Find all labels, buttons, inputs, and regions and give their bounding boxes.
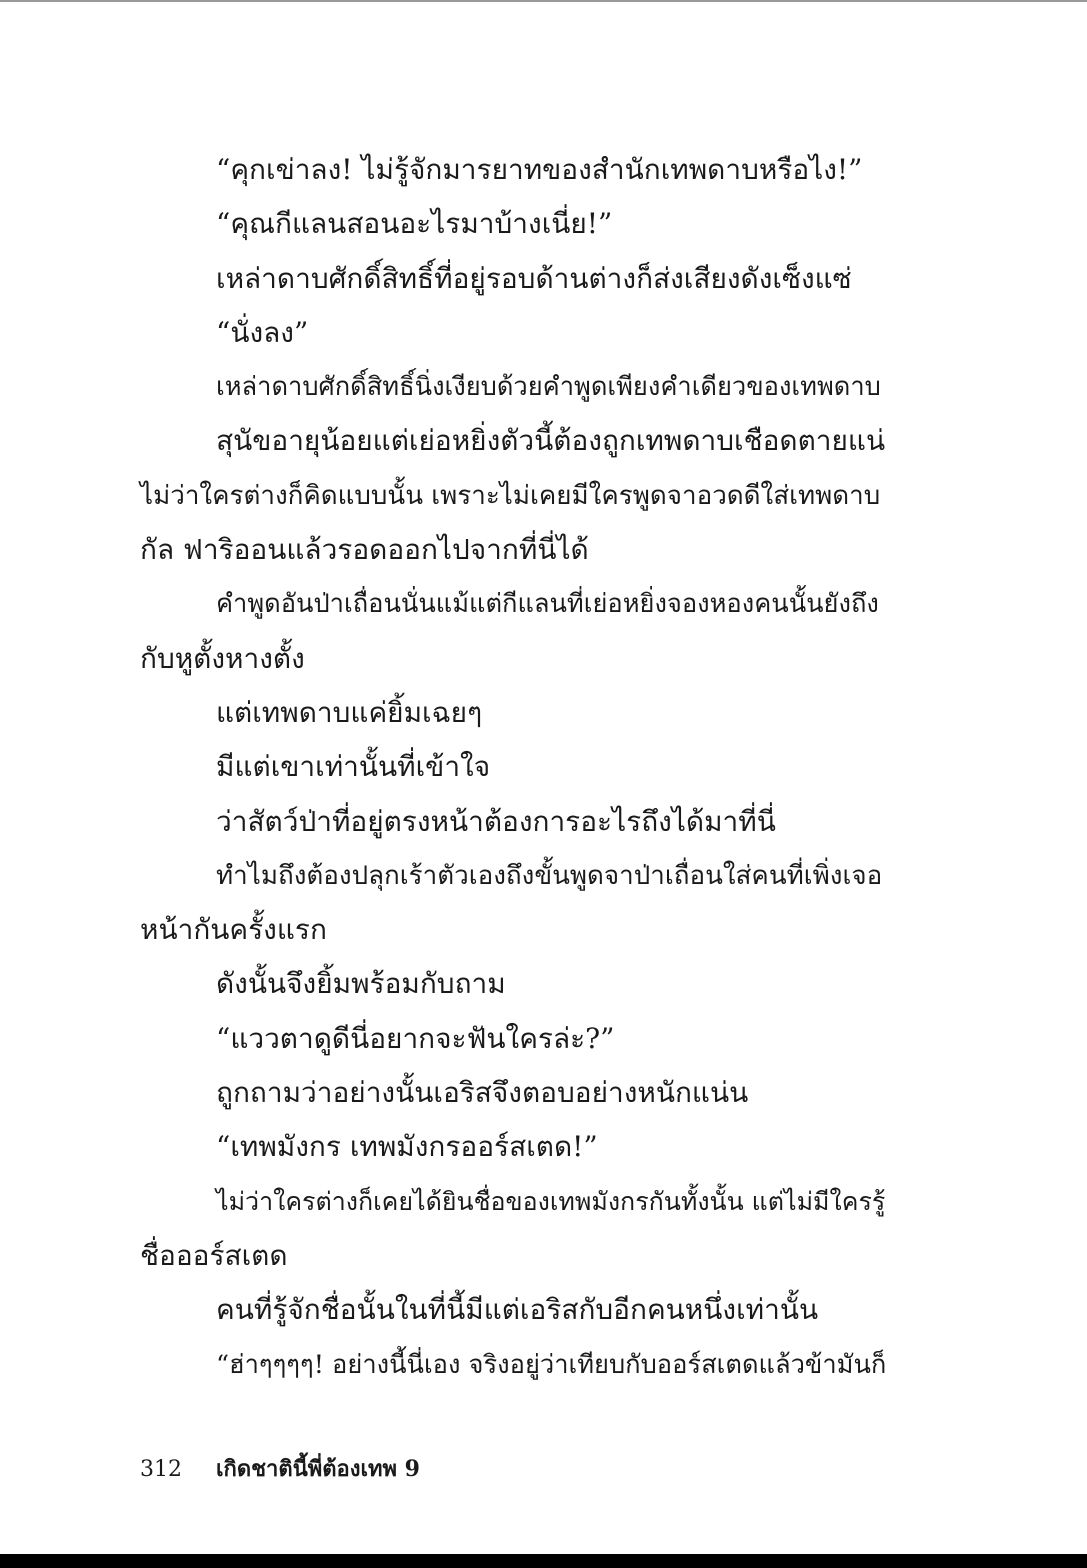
text-line: “คุกเข่าลง! ไม่รู้จักมารยาทของสำนักเทพดาบหรือไง!”	[216, 153, 863, 186]
text-line: เหล่าดาบศักดิ์สิทธิ์นิ่งเงียบด้วยคำพูดเพียงคำเดียวของเทพดาบ	[216, 372, 881, 403]
text-line: ไม่ว่าใครต่างก็คิดแบบนั้น เพราะไม่เคยมีใครพูดจาอวดดีใส่เทพดาบ	[140, 480, 881, 511]
page-footer	[140, 1452, 420, 1486]
text-line: ถูกถามว่าอย่างนั้นเอริสจึงตอบอย่างหนักแน่น	[216, 1076, 749, 1110]
text-line: “เทพมังกร เทพมังกรออร์สเตด!”	[216, 1130, 598, 1164]
text-line: แต่เทพดาบแค่ยิ้มเฉยๆ	[216, 695, 483, 729]
book-title: เกิดชาตินี้พี่ต้องเทพ 9	[216, 1456, 420, 1482]
text-line: ชื่อออร์สเตด	[140, 1238, 288, 1272]
text-line: ทำไมถึงต้องปลุกเร้าตัวเองถึงขั้นพูดจาป่าเถื่อนใส่คนที่เพิ่งเจอ	[216, 860, 883, 891]
text-line: เหล่าดาบศักดิ์สิทธิ์ที่อยู่รอบด้านต่างก็ส่งเสียงดังเซ็งแซ่	[216, 261, 852, 295]
page-body-text	[140, 143, 885, 1392]
text-line: “แววตาดูดีนี่อยากจะฟันใครล่ะ?”	[216, 1021, 615, 1055]
text-line: ดังนั้นจึงยิ้มพร้อมกับถาม	[216, 967, 506, 1001]
top-border-rule	[0, 0, 1087, 2]
text-line: หน้ากันครั้งแรก	[140, 913, 327, 947]
text-line: ว่าสัตว์ป่าที่อยู่ตรงหน้าต้องการอะไรถึงได้มาที่นี่	[216, 804, 776, 838]
text-line: “ฮ่าๆๆๆๆ! อย่างนี้นี่เอง จริงอยู่ว่าเทียบกับออร์สเตดแล้วข้ามันก็	[216, 1349, 887, 1380]
page-number: 312	[140, 1457, 182, 1482]
text-line: คำพูดอันป่าเถื่อนนั่นแม้แต่กีแลนที่เย่อหยิ่งจองหองคนนั้นยังถึง	[216, 589, 879, 620]
text-line: ไม่ว่าใครต่างก็เคยได้ยินชื่อของเทพมังกรกันทั้งนั้น แต่ไม่มีใครรู้	[216, 1186, 886, 1216]
text-line: “นั่งลง”	[216, 315, 309, 349]
text-line: คนที่รู้จักชื่อนั้นในที่นี้มีแต่เอริสกับอีกคนหนึ่งเท่านั้น	[216, 1293, 819, 1327]
text-line: กับหูตั้งหางตั้ง	[140, 641, 305, 675]
text-line: สุนัขอายุน้อยแต่เย่อหยิ่งตัวนี้ต้องถูกเทพดาบเชือดตายแน่	[216, 424, 886, 458]
text-line: มีแต่เขาเท่านั้นที่เข้าใจ	[216, 750, 491, 784]
text-line: “คุณกีแลนสอนอะไรมาบ้างเนี่ย!”	[216, 207, 613, 241]
bottom-black-band	[0, 1554, 1087, 1568]
text-line: กัล ฟาริออนแล้วรอดออกไปจากที่นี่ได้	[140, 533, 589, 567]
